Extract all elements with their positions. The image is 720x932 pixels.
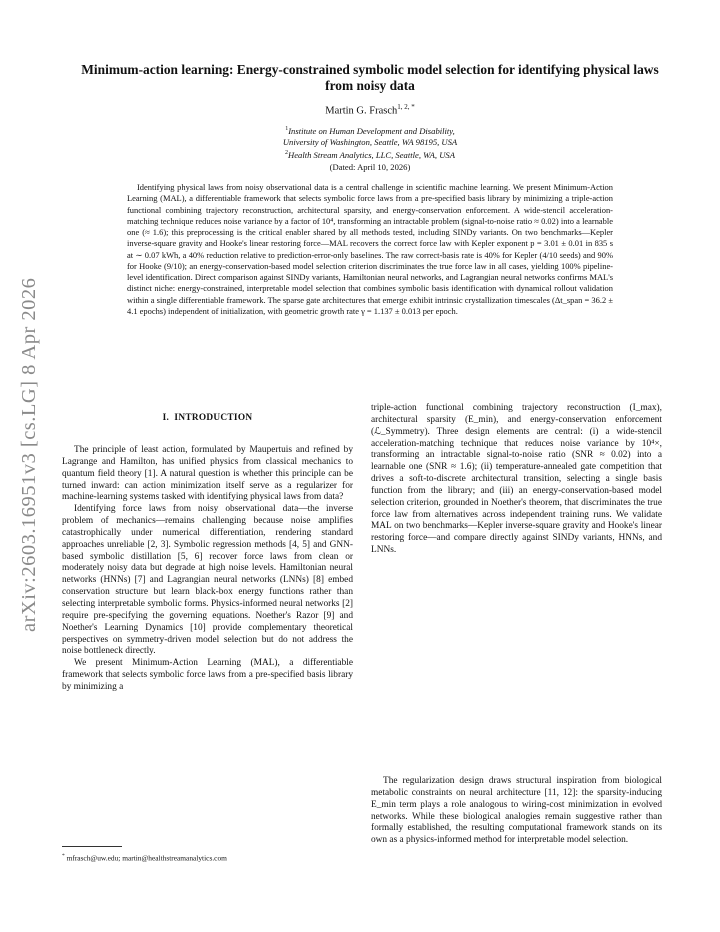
left-column-text — [62, 445, 353, 694]
intro-paragraph-2: Identifying force laws from noisy observational data—the inverse problem of mechanics—remains challenging because noise amplifies catastrophically under numerical differentiation, rendering standard approaches unreliable [2, 3]. Symbolic regression methods [4, 5] and GNN-based symbolic distillation [5, 6] recover force laws from clean or moderately noisy data but degrade at high noise levels. Hamiltonian neural networks (HNNs) [7] and Lagrangian neural networks (LNNs) [8] embed conservation structure but learn black-box energy functions rather than selecting interpretable symbolic forms. Physics-informed neural networks [2] require pre-specifying the governing equations. Noether's Razor [9] and Noether's Learning Dynamics [10] provide complementary theoretical perspectives on symmetry-driven model selection but do not address the noise bottleneck directly. — [62, 504, 353, 657]
author-name: Martin G. Frasch — [325, 105, 398, 117]
right-column-text — [371, 403, 662, 557]
intro-paragraph-3: We present Minimum-Action Learning (MAL), a differentiable framework that selects symbolic force laws from a pre-specified basis library by minimizing a — [62, 658, 353, 692]
abstract: Identifying physical laws from noisy observational data is a central challenge in scientific machine learning. We present Minimum-Action Learning (MAL), a differentiable framework that selects symbolic force laws from a pre-specified basis library by minimizing a triple-action functional combining trajectory reconstruction, architectural sparsity, and energy-conservation enforcement. A wide-stencil acceleration-matching technique reduces noise variance by a factor of 10⁴, transforming an intractable problem (signal-to-noise ratio ≈ 0.02) into a learnable one (≈ 1.6); this preprocessing is the critical enabler shared by all methods tested, including SINDy variants. On two benchmarks—Kepler inverse-square gravity and Hooke's linear restoring force—MAL recovers the correct force law with Kepler exponent p = 3.01 ± 0.01 in 835 s at ∼ 0.07 kWh, a 40% reduction relative to prediction-error-only baselines. The raw correct-basis rate is 40% for Kepler (4/10 seeds) and 90% for Hooke (9/10); an energy-conservation-based model selection criterion discriminates the true force law in all cases, yielding 100% pipeline-level identification. Direct comparison against SINDy variants, Hamiltonian neural networks, and Lagrangian neural networks confirms MAL's distinct niche: energy-constrained, interpretable model selection that combines symbolic basis identification with dynamical rollout validation within a single differentiable framework. The sparse gate architectures that emerge exhibit intrinsic crystallization timescales (Δt_span = 36.2 ± 4.1 epochs) independent of initialization, with geometric growth rate γ = 1.137 ± 0.013 per epoch. — [127, 182, 613, 316]
affiliations — [80, 124, 660, 173]
affiliation-1-line-2: University of Washington, Seattle, WA 98195, USA — [282, 137, 458, 148]
affiliation-1-mark: 1 — [285, 126, 289, 132]
affiliation-1-line-1: Institute on Human Development and Disability, — [288, 125, 455, 136]
dated-line: (Dated: April 10, 2026) — [329, 161, 411, 172]
arxiv-identifier-stamp: arXiv:2603.16951v3 [cs.LG] 8 Apr 2026 — [18, 277, 40, 632]
section-heading-introduction — [62, 413, 353, 423]
footnote-mark: * — [62, 853, 65, 859]
author-affiliation-marks: 1, 2, * — [397, 103, 415, 111]
paper-title: Minimum-action learning: Energy-constrained symbolic model selection for identifying physical laws from noisy data — [81, 62, 659, 93]
intro-paragraph-3-continued: triple-action functional combining trajectory reconstruction (I_max), architectural sparsity (E_min), and energy-conservation enforcement (ℒ_Symmetry). Three design elements are central: (i) a wide-stencil acceleration-matching technique that reduces noise variance by 10⁴×, transforming an intractable signal-to-noise ratio (SNR ≈ 0.02) into a learnable one (SNR ≈ 1.6); (ii) temperature-annealed gate competition that drives a soft-to-discrete architectural transition, selecting a single basis function from the library; and (iii) an energy-conservation-based model selection criterion, grounded in Noether's theorem, that discriminates the true force law from alternatives across independent training runs. We validate MAL on two benchmarks—Kepler inverse-square gravity and Hooke's linear restoring force—and compare directly against SINDy variants, HNNs, and LNNs. — [371, 403, 662, 556]
right-column-lower-text — [371, 776, 662, 847]
footnote — [62, 853, 353, 862]
footnote-text: mfrasch@uw.edu; martin@healthstreamanalytics.com — [66, 853, 227, 863]
affiliation-2-line-1: Health Stream Analytics, LLC, Seattle, WA, USA — [288, 150, 455, 161]
intro-paragraph-4: The regularization design draws structural inspiration from biological metabolic constraints on neural architecture [11, 12]: the sparsity-inducing E_min term plays a role analogous to wiring-cost minimization in evolved networks. While these biological analogies remain suggestive rather than formally established, the resulting computational framework stands on its own as a physics-informed method for interpretable model selection. — [371, 776, 662, 846]
author-line — [80, 103, 660, 117]
section-number: I. — [162, 413, 170, 423]
intro-paragraph-1: The principle of least action, formulated by Maupertuis and refined by Lagrange and Hamilton, has unified physics from classical mechanics to quantum field theory [1]. A natural question is whether this principle can be turned inward: can action minimization itself serve as a regularizer for machine-learning systems tasked with identifying physical laws from data? — [62, 445, 353, 503]
footnote-divider — [62, 846, 122, 847]
section-title: INTRODUCTION — [174, 413, 253, 423]
affiliation-2-mark: 2 — [285, 150, 289, 157]
